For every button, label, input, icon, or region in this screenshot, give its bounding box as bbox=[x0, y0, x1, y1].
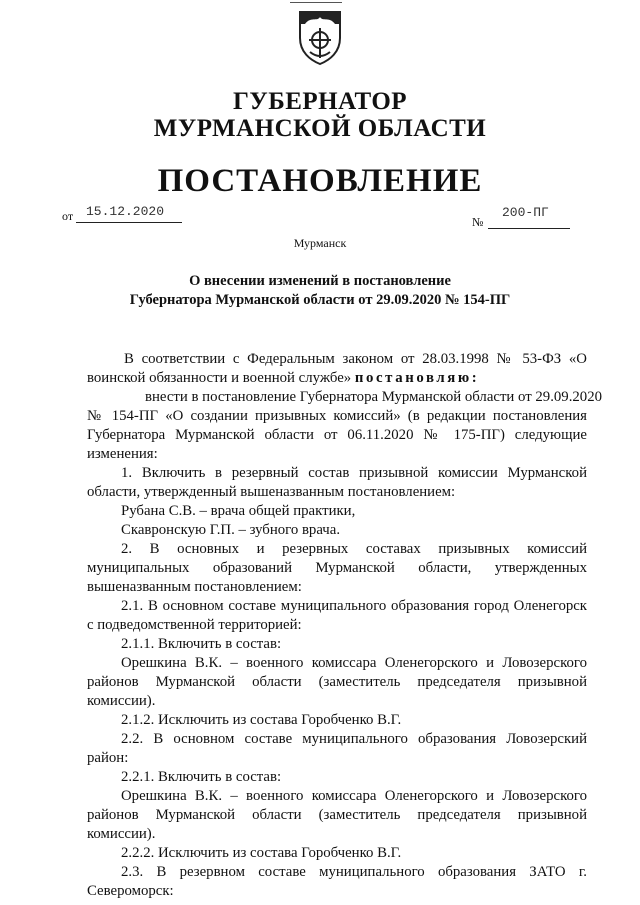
item-2-1-1-person-line3: комиссии). bbox=[87, 693, 156, 709]
item-2-3-line1: 2.3. В резервном составе муниципального образования ЗАТО г. bbox=[121, 864, 587, 880]
item-2-1-1-person-line1: Орешкина В.К. – военного комиссара Оленегорского и Ловозерского bbox=[121, 655, 587, 671]
item-2-1-line1: 2.1. В основном составе муниципального образования город Оленегорск bbox=[121, 598, 587, 614]
item-2-line2: муниципальных образований Мурманской области, утвержденных bbox=[87, 560, 587, 576]
item-2-line1: 2. В основных и резервных составах призывных комиссий bbox=[121, 541, 587, 557]
item-1-person2: Скавронскую Г.П. – зубного врача. bbox=[121, 522, 341, 538]
item-2-2-line2: район: bbox=[87, 750, 129, 766]
paragraph-intro-line1: внести в постановление Губернатора Мурманской области от 29.09.2020 bbox=[145, 389, 602, 405]
item-1-line2: области, утвержденный вышеназванным постановлением: bbox=[87, 484, 456, 500]
coat-of-arms-emblem bbox=[297, 8, 343, 66]
subject-line1: О внесении изменений в постановление bbox=[189, 273, 451, 289]
resolve-keyword: постановляю: bbox=[354, 370, 480, 386]
paragraph-intro-line2: № 154-ПГ «О создании призывных комиссий» (в редакции постановления bbox=[87, 408, 587, 424]
number-underline bbox=[488, 228, 570, 229]
item-2-line3: вышеназванным постановлением: bbox=[87, 579, 302, 595]
number-prefix: № bbox=[472, 215, 484, 229]
item-2-3-line2: Североморск: bbox=[87, 883, 174, 899]
authority-title-line1: ГУБЕРНАТОР bbox=[232, 88, 408, 115]
item-2-2-1-person-line3: комиссии). bbox=[87, 826, 156, 842]
item-2-2-1-person-line2: районов Мурманской области (заместитель председателя призывной bbox=[87, 807, 587, 823]
item-1-line1: 1. Включить в резервный состав призывной комиссии Мурманской bbox=[121, 465, 587, 481]
item-2-2-line1: 2.2. В основном составе муниципального образования Ловозерский bbox=[121, 731, 587, 747]
item-2-1-1-person-line2: районов Мурманской области (заместитель председателя призывной bbox=[87, 674, 587, 690]
item-1-person1: Рубана С.В. – врача общей практики, bbox=[121, 503, 356, 519]
item-2-1-2: 2.1.2. Исключить из состава Горобченко В.Г. bbox=[121, 712, 402, 728]
item-2-2-1: 2.2.1. Включить в состав: bbox=[121, 769, 282, 785]
item-2-1-1: 2.1.1. Включить в состав: bbox=[121, 636, 282, 652]
date-prefix: от bbox=[62, 209, 74, 223]
subject-line2: Губернатора Мурманской области от 29.09.2020 № 154-ПГ bbox=[129, 292, 511, 308]
authority-title-line2: МУРМАНСКОЙ ОБЛАСТИ bbox=[153, 115, 487, 142]
document-date: 15.12.2020 bbox=[86, 204, 165, 219]
item-2-2-2: 2.2.2. Исключить из состава Горобченко В.Г. bbox=[121, 845, 402, 861]
item-2-2-1-person-line1: Орешкина В.К. – военного комиссара Оленегорского и Ловозерского bbox=[121, 788, 587, 804]
paragraph-intro-line4: изменения: bbox=[87, 446, 158, 462]
page-top-rule bbox=[290, 2, 342, 3]
paragraph-intro-line3: Губернатора Мурманской области от 06.11.2020 № 175-ПГ) следующие bbox=[87, 427, 587, 443]
document-subject bbox=[0, 272, 640, 310]
paragraph-preamble-line2 bbox=[87, 369, 587, 388]
paragraph-preamble-line1: В соответствии с Федеральным законом от 28.03.1998 № 53-ФЗ «О bbox=[124, 351, 587, 367]
city-name: Мурманск bbox=[293, 236, 347, 250]
preamble-text: воинской обязанности и военной службе» bbox=[87, 370, 355, 386]
document-number: 200-ПГ bbox=[502, 205, 549, 220]
date-underline bbox=[76, 222, 182, 223]
document-type-title: ПОСТАНОВЛЕНИЕ bbox=[157, 163, 483, 199]
item-2-1-line2: с подведомственной территорией: bbox=[87, 617, 302, 633]
